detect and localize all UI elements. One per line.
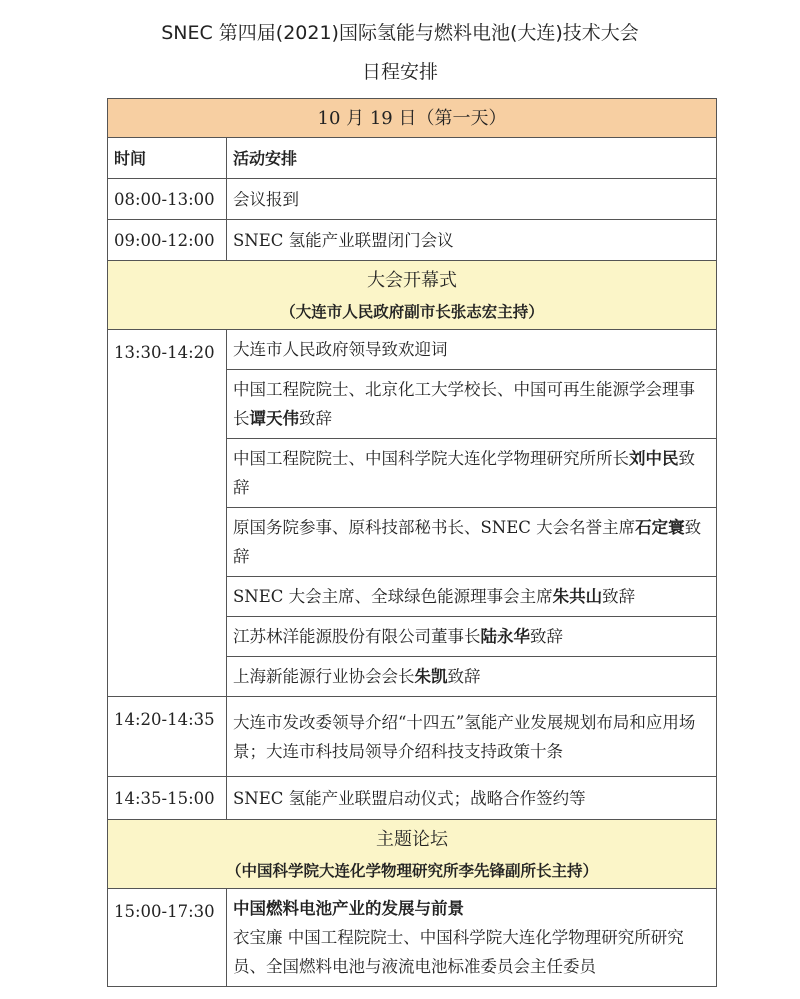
table-row — [108, 697, 717, 777]
speech-text: 上海新能源行业协会会长 — [233, 667, 415, 686]
activity-cell — [227, 370, 717, 439]
speaker-name: 陆永华 — [480, 627, 530, 646]
table-row — [108, 179, 717, 220]
speaker-name: 刘中民 — [629, 449, 679, 468]
table-row — [108, 220, 717, 261]
speech-text: 大连市人民政府领导致欢迎词 — [233, 340, 448, 359]
section-title: 主题论坛 — [376, 829, 448, 850]
activity-cell — [227, 439, 717, 508]
activity-cell — [227, 330, 717, 370]
section-title: 大会开幕式 — [367, 270, 457, 291]
schedule-table — [107, 98, 717, 987]
section-host: （中国科学院大连化学物理研究所李先锋副所长主持） — [225, 862, 598, 880]
speaker-info: 衣宝廉 中国工程院院士、中国科学院大连化学物理研究所研究员、全国燃料电池与液流电池标准委员会主任委员 — [233, 928, 684, 976]
column-header-row — [108, 138, 717, 179]
speech-suffix: 致辞 — [602, 587, 636, 606]
speech-text: SNEC 大会主席、全球绿色能源理事会主席 — [233, 587, 553, 606]
speaker-name: 石定寰 — [635, 518, 685, 537]
section-header-opening — [108, 261, 717, 330]
time-cell: 08:00-13:00 — [108, 179, 227, 220]
table-row — [108, 777, 717, 820]
speech-text: 江苏林洋能源股份有限公司董事长 — [233, 627, 481, 646]
speech-suffix: 致辞 — [233, 518, 702, 566]
column-header-time: 时间 — [108, 138, 227, 179]
speaker-name: 朱凯 — [414, 667, 448, 686]
document-title: SNEC 第四届(2021)国际氢能与燃料电池(大连)技术大会 — [161, 22, 639, 44]
speech-text: 中国工程院院士、中国科学院大连化学物理研究所所长 — [233, 449, 629, 468]
section-header-forum — [108, 820, 717, 889]
table-row — [108, 330, 717, 370]
activity-text: 大连市发改委领导介绍“十四五”氢能产业发展规划布局和应用场景；大连市科技局领导介绍科技支持政策十条 — [233, 712, 696, 761]
forum-topic: 中国燃料电池产业的发展与前景 — [233, 899, 464, 918]
activity-cell: SNEC 氢能产业联盟闭门会议 — [227, 220, 717, 261]
document-subtitle: 日程安排 — [361, 61, 438, 83]
activity-cell — [227, 577, 717, 617]
speaker-name: 谭天伟 — [249, 409, 299, 428]
time-cell: 09:00-12:00 — [108, 220, 227, 261]
time-cell: 13:30-14:20 — [108, 330, 227, 697]
speech-text: 原国务院参事、原科技部秘书长、SNEC 大会名誉主席 — [233, 518, 636, 537]
activity-cell — [227, 508, 717, 577]
speech-suffix: 致辞 — [299, 409, 332, 428]
speaker-name: 朱共山 — [552, 587, 603, 606]
speech-text: 中国工程院院士、北京化工大学校长、中国可再生能源学会理事长 — [233, 380, 695, 428]
column-header-activity: 活动安排 — [227, 138, 717, 179]
section-host: （大连市人民政府副市长张志宏主持） — [280, 303, 544, 321]
time-cell: 14:20-14:35 — [108, 697, 227, 777]
activity-cell — [227, 889, 717, 987]
day-header-row — [108, 99, 717, 138]
speech-suffix: 致辞 — [233, 449, 695, 497]
activity-cell: 会议报到 — [227, 179, 717, 220]
time-cell: 15:00-17:30 — [108, 889, 227, 987]
speech-suffix: 致辞 — [447, 667, 481, 686]
activity-cell: SNEC 氢能产业联盟启动仪式；战略合作签约等 — [227, 777, 717, 820]
speech-suffix: 致辞 — [530, 627, 563, 646]
table-row — [108, 889, 717, 987]
activity-cell — [227, 617, 717, 657]
day-label: 10 月 19 日（第一天） — [108, 99, 717, 138]
activity-cell — [227, 697, 717, 777]
time-cell: 14:35-15:00 — [108, 777, 227, 820]
activity-cell — [227, 657, 717, 697]
